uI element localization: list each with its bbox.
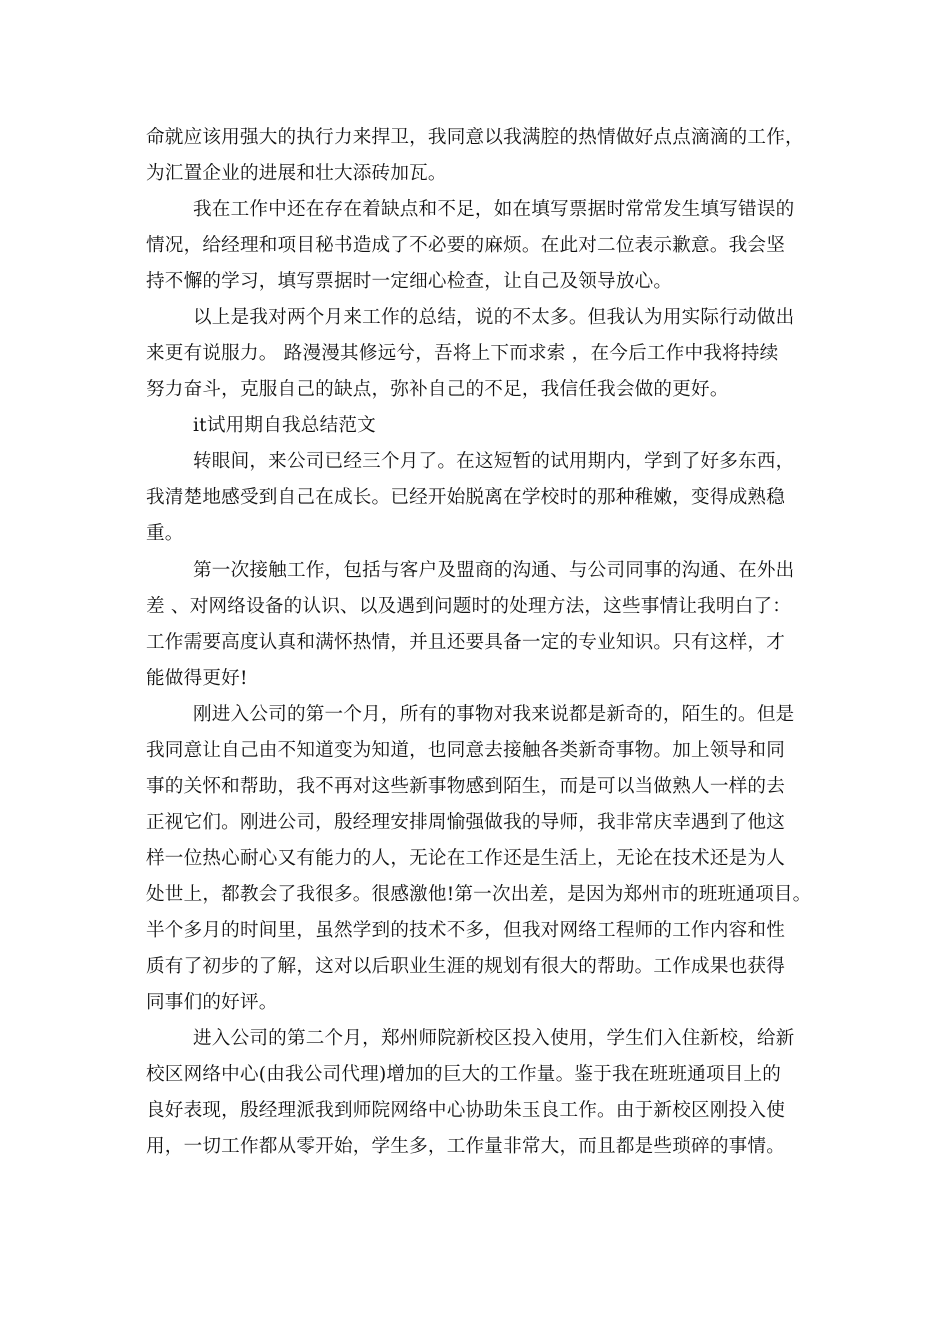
text-line: 我清楚地感受到自己在成长。已经开始脱离在学校时的那种稚嫩，变得成熟稳 (146, 487, 785, 508)
section-heading: it试用期自我总结范文 (193, 415, 376, 436)
text-line: 处世上，都教会了我很多。很感激他!第一次出差，是因为郑州市的班班通项目。 (146, 884, 812, 905)
text-line: 半个多月的时间里，虽然学到的技术不多，但我对网络工程师的工作内容和性 (146, 920, 785, 941)
text-line: 转眼间，来公司已经三个月了。在这短暂的试用期内，学到了好多东西， (193, 451, 795, 472)
text-line: 第一次接触工作，包括与客户及盟商的沟通、与公司同事的沟通、在外出 (193, 560, 795, 581)
text-line: 同事们的好评。 (146, 992, 278, 1013)
text-line: 持不懈的学习，填写票据时一定细心检查，让自己及领导放心。 (146, 271, 673, 292)
text-line: 刚进入公司的第一个月，所有的事物对我来说都是新奇的，陌生的。但是 (193, 704, 795, 725)
text-line: 以上是我对两个月来工作的总结，说的不太多。但我认为用实际行动做出 (193, 307, 795, 328)
text-line: 为汇置企业的进展和壮大添砖加瓦。 (146, 163, 447, 184)
text-line: 事的关怀和帮助，我不再对这些新事物感到陌生，而是可以当做熟人一样的去 (146, 776, 785, 797)
text-line: 努力奋斗，克服自己的缺点，弥补自己的不足，我信任我会做的更好。 (146, 379, 729, 400)
text-line: 情况，给经理和项目秘书造成了不必要的麻烦。在此对二位表示歉意。我会坚 (146, 235, 785, 256)
text-line: 用，一切工作都从零开始，学生多，工作量非常大，而且都是些琐碎的事情。 (146, 1136, 785, 1157)
text-line: 重。 (146, 523, 184, 544)
text-line: 正视它们。刚进公司，殷经理安排周愉强做我的导师，我非常庆幸遇到了他这 (146, 812, 785, 833)
text-line: 工作需要高度认真和满怀热情，并且还要具备一定的专业知识。只有这样，才 (146, 632, 785, 653)
text-line: 质有了初步的了解，这对以后职业生涯的规划有很大的帮助。工作成果也获得 (146, 956, 785, 977)
text-line: 校区网络中心(由我公司代理)增加的巨大的工作量。鉴于我在班班通项目上的 (146, 1064, 782, 1085)
text-line: 我在工作中还在存在着缺点和不足，如在填写票据时常常发生填写错误的 (193, 199, 795, 220)
text-line: 良好表现，殷经理派我到师院网络中心协助朱玉良工作。由于新校区刚投入使 (146, 1100, 785, 1121)
text-line: 能做得更好! (146, 668, 248, 689)
text-line: 我同意让自己由不知道变为知道，也同意去接触各类新奇事物。加上领导和同 (146, 740, 785, 761)
text-line: 样一位热心耐心又有能力的人，无论在工作还是生活上，无论在技术还是为人 (146, 848, 785, 869)
text-line: 进入公司的第二个月，郑州师院新校区投入使用，学生们入住新校，给新 (193, 1028, 795, 1049)
text-line: 差 、对网络设备的认识、以及遇到问题时的处理方法，这些事情让我明白了： (146, 596, 792, 617)
text-line: 命就应该用强大的执行力来捍卫，我同意以我满腔的热情做好点点滴滴的工作， (146, 127, 804, 148)
text-line: 来更有说服力。 路漫漫其修远兮，吾将上下而求索 ，在今后工作中我将持续 (146, 343, 779, 364)
